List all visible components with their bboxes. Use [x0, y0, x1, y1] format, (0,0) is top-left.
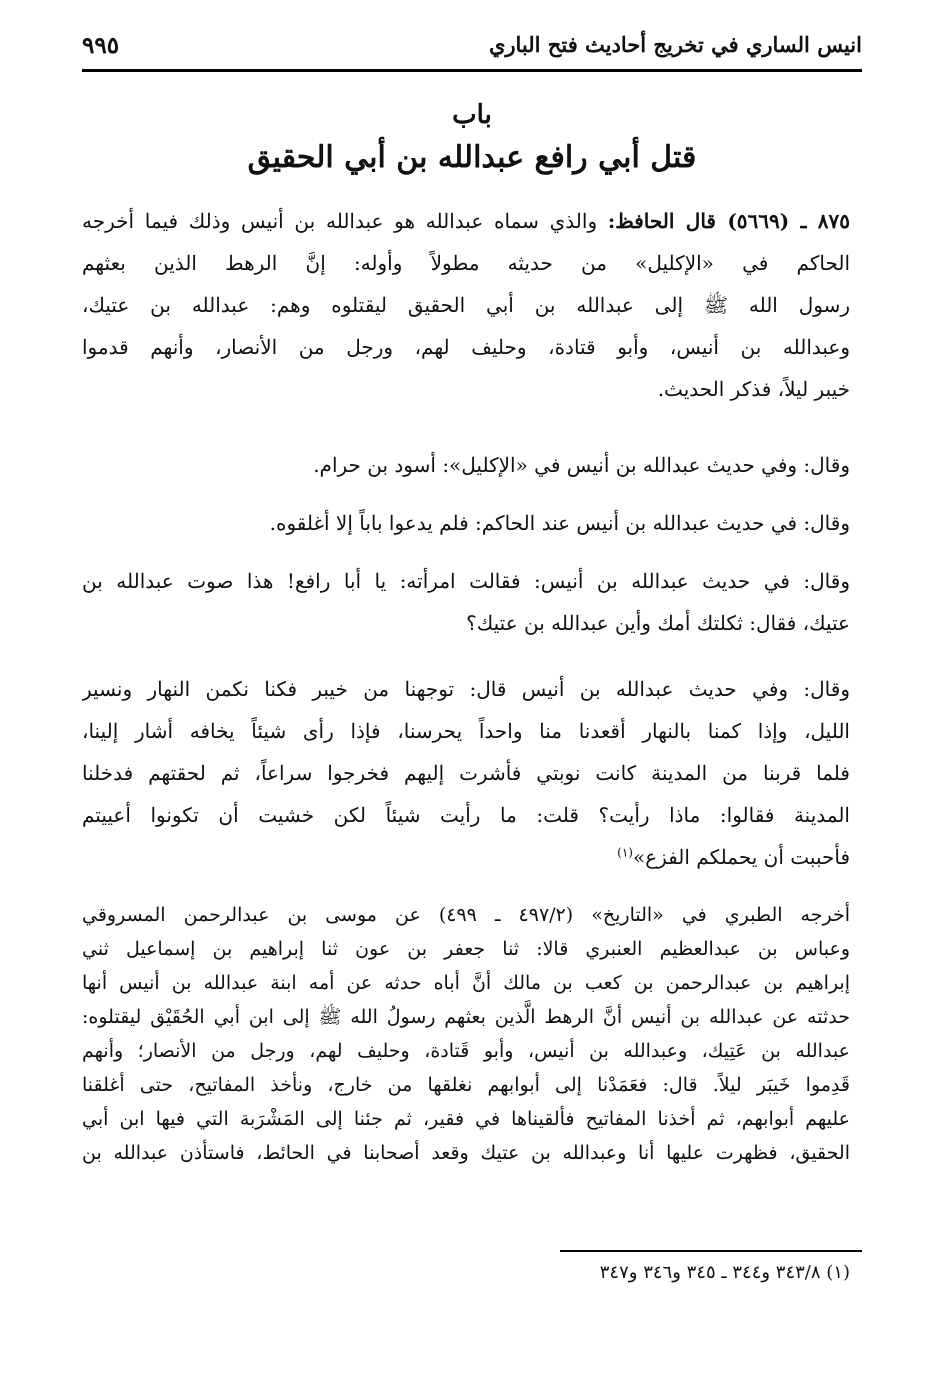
qala-paragraph-3 [82, 560, 850, 644]
text-line: عبدالله بن عَتِيك، وعبدالله بن أنيس، وأبو قَتادة، وحليف لهم، ورجل من الأنصار؛ وأنهم [82, 1040, 850, 1062]
text-line: فلما قربنا من المدينة كانت نوبتي فأشرت إليهم فخرجوا سراعاً، ثم لحقتهم فدخلنا [82, 761, 850, 785]
text-line: إبراهيم بن عبدالرحمن بن كعب بن مالك أنَّ أباه حدثه عن أمه ابنة عبدالله بن أنيس أنها [82, 972, 850, 994]
text-line: أخرجه الطبري في «التاريخ» (٤٩٧/٢ ـ ٤٩٩) عن موسى بن عبدالرحمن المسروقي [82, 904, 850, 926]
qala-paragraph-1 [82, 444, 850, 486]
text-line [82, 836, 850, 878]
text-line: الحاكم في «الإكليل» من حديثه مطولاً وأوله: إنَّ الرهط الذين بعثهم [82, 251, 850, 275]
text-line: رسول الله ﷺ إلى عبدالله بن أبي الحقيق ليقتلوه وهم: عبدالله بن عتيك، [82, 293, 850, 317]
text-fragment: والذي سماه عبدالله هو عبدالله بن أنيس وذلك فيما أخرجه [82, 209, 598, 233]
footnote: (١) ٣٤٣/٨ و٣٤٤ ـ ٣٤٥ و٣٤٦ و٣٤٧ [599, 1262, 850, 1283]
text-line: الحقيق، فظهرت عليها أنا وعبدالله بن عتيك وقعد أصحابنا في الحائط، فاستأذن عبدالله بن [82, 1142, 850, 1164]
text-line: وقال: وفي حديث عبدالله بن أنيس قال: توجهنا من خيبر فكنا نكمن النهار ونسير [82, 677, 850, 701]
text-line: الليل، وإذا كمنا بالنهار أقعدنا منا واحداً يحرسنا، فإذا رأى شيئاً يخافه أشار إلينا، [82, 719, 850, 743]
takhrij-paragraph [82, 898, 850, 1170]
page-number: ٩٩٥ [82, 32, 120, 59]
text-line: خيبر ليلاً، فذكر الحديث. [657, 377, 850, 401]
text-line: عتيك، فقال: ثكلتك أمك وأين عبدالله بن عتيك؟ [466, 611, 850, 635]
qala-paragraph-2 [82, 502, 850, 544]
chapter-label: باب [452, 100, 492, 130]
text-line: وقال: في حديث عبدالله بن أنيس عند الحاكم: فلم يدعوا باباً إلا أغلقوه. [269, 511, 850, 535]
text-line: قَدِموا خَيبَر ليلاً. قال: فعَمَدْنا إلى أبوابهم نغلقها من خارج، ونأخذ المفاتيح، حتى أغلقنا [82, 1074, 850, 1096]
text-line [82, 200, 850, 242]
footnote-rule [560, 1250, 862, 1252]
text-line: حدثته عن عبدالله بن أنيس أنَّ الرهط الَّذين بعثهم رسولُ الله ﷺ إلى ابن أبي الحُقَيْق ليقتلوه: [82, 1006, 850, 1028]
running-header [82, 28, 862, 72]
text-line: وعبدالله بن أنيس، وأبو قتادة، وحليف لهم، ورجل من الأنصار، وأنهم قدموا [82, 335, 850, 359]
book-title: انيس الساري في تخريج أحاديث فتح الباري [488, 32, 862, 57]
chapter-title: قتل أبي رافع عبدالله بن أبي الحقيق [247, 140, 697, 175]
qala-paragraph-4 [82, 668, 850, 878]
text-line: وعباس بن عبدالعظيم العنبري قالا: ثنا جعفر بن عون ثنا إبراهيم بن إسماعيل ثني [82, 938, 850, 960]
text-line: وقال: وفي حديث عبدالله بن أنيس في «الإكليل»: أسود بن حرام. [313, 453, 850, 477]
text-fragment: فأحببت أن يحملكم الفزع» [632, 845, 850, 869]
hadith-875 [82, 200, 850, 410]
text-line: عليهم أبوابهم، ثم أخذنا المفاتيح فألقيناها في فقير، ثم جئنا إلى المَشْرَبة التي فيها ابن أبي [82, 1108, 850, 1130]
text-line: وقال: في حديث عبدالله بن أنيس: فقالت امرأته: يا أبا رافع! هذا صوت عبدالله بن [82, 569, 850, 593]
hadith-number: ٨٧٥ ـ (٥٦٦٩) قال الحافظ: [607, 209, 850, 233]
text-line: المدينة فقالوا: ماذا رأيت؟ قلت: ما رأيت شيئاً لكن خشيت أن تكونوا أعييتم [82, 803, 850, 827]
footnote-marker: (١) [617, 845, 633, 860]
header-rule [82, 69, 862, 72]
